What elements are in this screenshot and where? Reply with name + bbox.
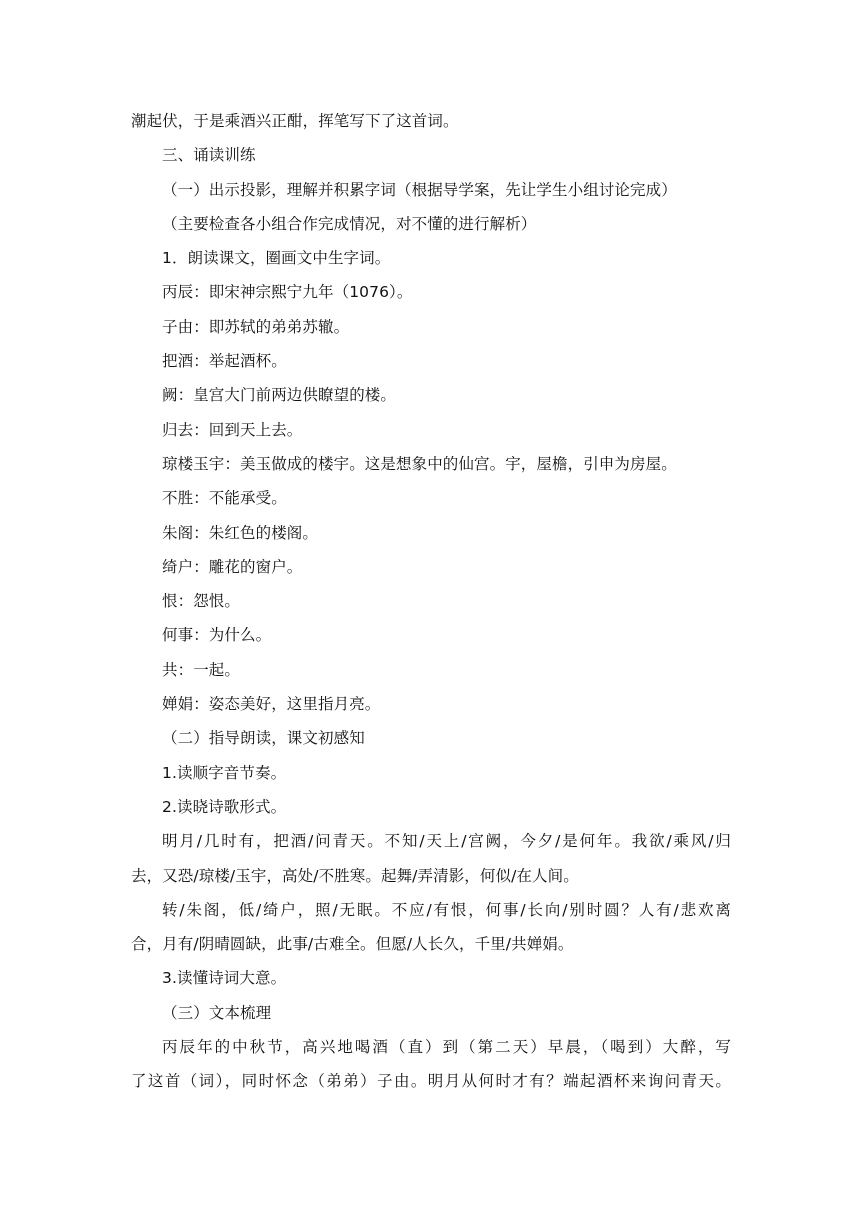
vocab-entry: 不胜：不能承受。 (162, 489, 287, 508)
subsection-heading: （一）出示投影，理解并积累字词（根据导学案，先让学生小组讨论完成） (162, 180, 677, 199)
subsection-heading: （三）文本梳理 (162, 1003, 272, 1022)
list-item: 2.读晓诗歌形式。 (162, 797, 287, 816)
document-body (131, 104, 731, 1099)
list-item: 1．朗读课文，圈画文中生字词。 (162, 249, 391, 268)
vocab-entry: 何事：为什么。 (162, 626, 272, 645)
poem-line: 合，月有/阴晴圆缺，此事/古难全。但愿/人长久，千里/共婵娟。 (131, 935, 574, 954)
paragraph-line: 丙辰年的中秋节，高兴地喝酒（直）到（第二天）早晨，（喝到）大醉，写 (162, 1038, 731, 1057)
vocab-entry: 琼楼玉宇：美玉做成的楼宇。这是想象中的仙宫。宇，屋檐，引申为房屋。 (162, 454, 677, 473)
poem-line: 明月/几时有，把酒/问青天。不知/天上/宫阙，今夕/是何年。我欲/乘风/归 (162, 832, 731, 851)
subsection-heading: （二）指导朗读，课文初感知 (162, 729, 365, 748)
vocab-entry: 子由：即苏轼的弟弟苏辙。 (162, 317, 350, 336)
paragraph-line: 了这首（词），同时怀念（弟弟）子由。明月从何时才有？端起酒杯来询问青天。 (131, 1072, 731, 1091)
vocab-entry: 共：一起。 (162, 660, 241, 679)
vocab-entry: 丙辰：即宋神宗熙宁九年（1076）。 (162, 283, 413, 302)
poem-line: 去，又恐/琼楼/玉宇，高处/不胜寒。起舞/弄清影，何似/在人间。 (131, 866, 579, 885)
vocab-entry: 归去：回到天上去。 (162, 420, 303, 439)
vocab-entry: 绮户：雕花的窗户。 (162, 557, 303, 576)
vocab-entry: 把酒：举起酒杯。 (162, 352, 287, 371)
paragraph-line: （主要检查各小组合作完成情况，对不懂的进行解析） (162, 214, 537, 233)
section-heading: 三、诵读训练 (162, 146, 256, 165)
vocab-entry: 阙：皇宫大门前两边供瞭望的楼。 (162, 386, 397, 405)
list-item: 1.读顺字音节奏。 (162, 763, 287, 782)
list-item: 3.读懂诗词大意。 (162, 969, 287, 988)
vocab-entry: 婵娟：姿态美好，这里指月亮。 (162, 695, 381, 714)
paragraph-line: 潮起伏，于是乘酒兴正酣，挥笔写下了这首词。 (131, 112, 459, 130)
vocab-entry: 恨：怨恨。 (162, 592, 241, 611)
vocab-entry: 朱阁：朱红色的楼阁。 (162, 523, 319, 542)
poem-line: 转/朱阁，低/绮户，照/无眠。不应/有恨，何事/长向/别时圆？人有/悲欢离 (162, 900, 731, 919)
